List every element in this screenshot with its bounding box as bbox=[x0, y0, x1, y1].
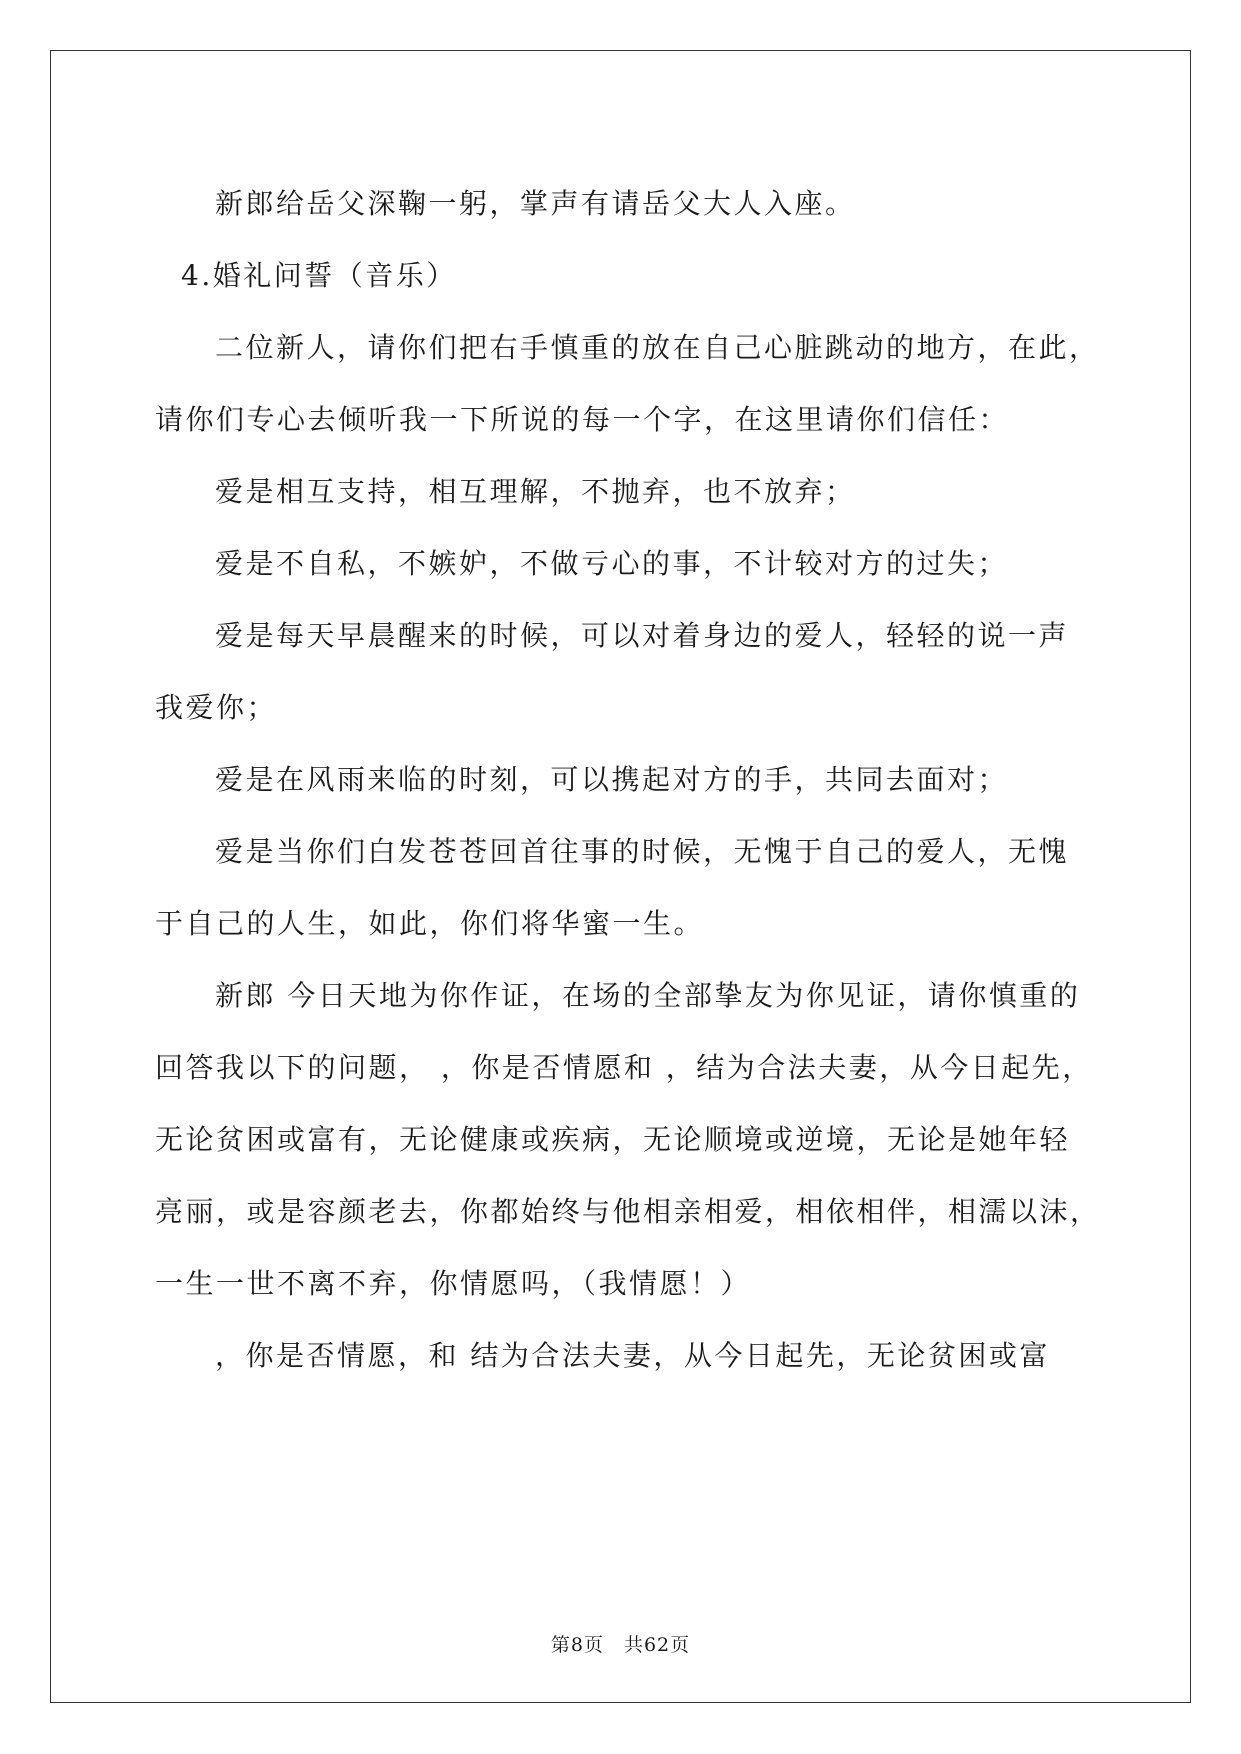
paragraph-line: 爱是在风雨来临的时刻，可以携起对方的手，共同去面对； bbox=[215, 763, 1009, 796]
paragraph-line: 爱是当你们白发苍苍回首往事的时候，无愧于自己的爱人，无愧 bbox=[215, 835, 1070, 868]
paragraph-line: 我爱你； bbox=[155, 691, 278, 724]
section-heading: 4.婚礼问誓（音乐） bbox=[181, 259, 457, 292]
paragraph-line: 亮丽，或是容颜老去，你都始终与他相亲相爱，相依相伴，相濡以沫， bbox=[155, 1195, 1101, 1228]
paragraph-line: 爱是相互支持，相互理解，不抛弃，也不放弃； bbox=[215, 475, 856, 508]
paragraph-line: 一生一世不离不弃，你情愿吗，（我情愿！） bbox=[155, 1267, 752, 1300]
page-number-footer: 第8页 共62页 bbox=[550, 1634, 691, 1656]
paragraph-line: 新郎 今日天地为你作证，在场的全部挚友为你见证，请你慎重的 bbox=[215, 979, 1081, 1012]
paragraph-line: 二位新人，请你们把右手慎重的放在自己心脏跳动的地方，在此， bbox=[215, 331, 1100, 364]
paragraph-line: 爱是不自私，不嫉妒，不做亏心的事，不计较对方的过失； bbox=[215, 547, 1009, 580]
paragraph-line: 无论贫困或富有，无论健康或疾病，无论顺境或逆境，无论是她年轻 bbox=[155, 1123, 1071, 1156]
paragraph-line: 爱是每天早晨醒来的时候，可以对着身边的爱人，轻轻的说一声 bbox=[215, 619, 1070, 652]
paragraph-line: 请你们专心去倾听我一下所说的每一个字，在这里请你们信任： bbox=[155, 403, 1010, 436]
paragraph-line: 于自己的人生，如此，你们将华蜜一生。 bbox=[155, 907, 705, 940]
paragraph-line: ，你是否情愿，和 结为合法夫妻，从今日起先，无论贫困或富 bbox=[215, 1339, 1050, 1372]
paragraph-line: 回答我以下的问题， ，你是否情愿和 ，结为合法夫妻，从今日起先， bbox=[155, 1051, 1093, 1084]
document-body bbox=[155, 168, 1105, 1392]
paragraph-line: 新郎给岳父深鞠一躬，掌声有请岳父大人入座。 bbox=[215, 187, 856, 220]
